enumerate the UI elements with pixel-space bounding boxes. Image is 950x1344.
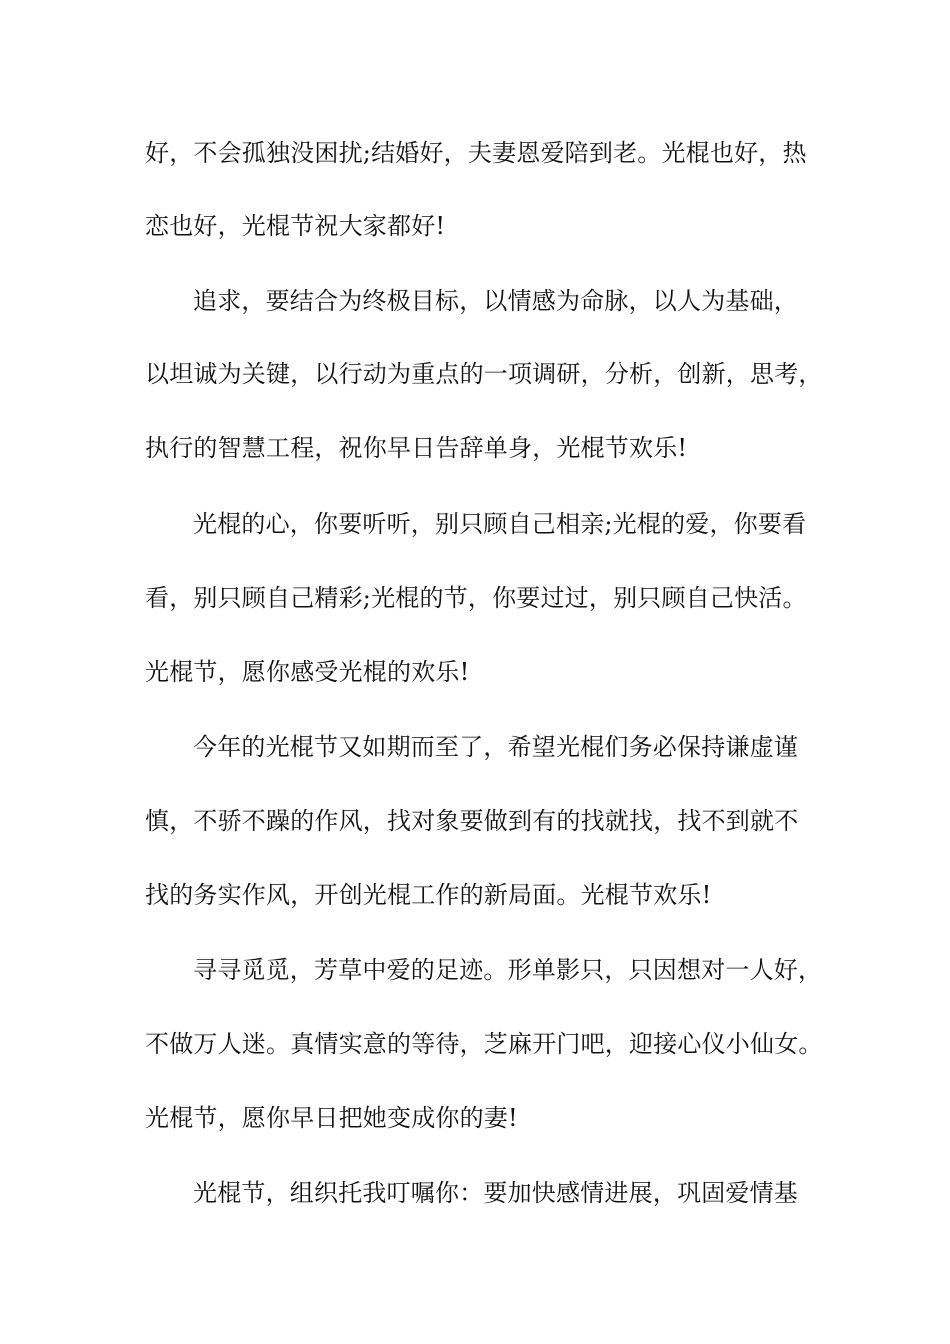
paragraph-start-line: 光棍的心，你要听听，别只顾自己相亲;光棍的爱，你要看 [193, 510, 807, 538]
paragraph-start-line: 寻寻觅觅，芳草中爱的足迹。形单影只，只因想对一人好， [193, 956, 823, 984]
text-line: 光棍节，愿你感受光棍的欢乐! [145, 658, 470, 686]
paragraph-start-line: 追求，要结合为终极目标，以情感为命脉，以人为基础， [193, 287, 798, 315]
text-line: 看，别只顾自己精彩;光棍的节，你要过过，别只顾自己快活。 [145, 584, 807, 612]
text-line: 慎，不骄不躁的作风，找对象要做到有的找就找，找不到就不 [145, 807, 799, 835]
text-line: 找的务实作风，开创光棍工作的新局面。光棍节欢乐! [145, 881, 712, 909]
text-line: 恋也好，光棍节祝大家都好! [145, 212, 446, 240]
text-line: 不做万人迷。真情实意的等待，芝麻开门吧，迎接心仪小仙女。 [145, 1030, 823, 1058]
paragraph-start-line: 光棍节，组织托我叮嘱你：要加快感情进展，巩固爱情基 [193, 1179, 798, 1207]
text-line: 光棍节，愿你早日把她变成你的妻! [145, 1104, 518, 1132]
text-line: 执行的智慧工程，祝你早日告辞单身，光棍节欢乐! [145, 434, 688, 462]
paragraph-start-line: 今年的光棍节又如期而至了，希望光棍们务必保持谦虚谨 [193, 733, 798, 761]
text-line: 好，不会孤独没困扰;结婚好，夫妻恩爱陪到老。光棍也好，热 [145, 139, 807, 167]
text-line: 以坦诚为关键，以行动为重点的一项调研，分析，创新，思考， [145, 360, 823, 388]
